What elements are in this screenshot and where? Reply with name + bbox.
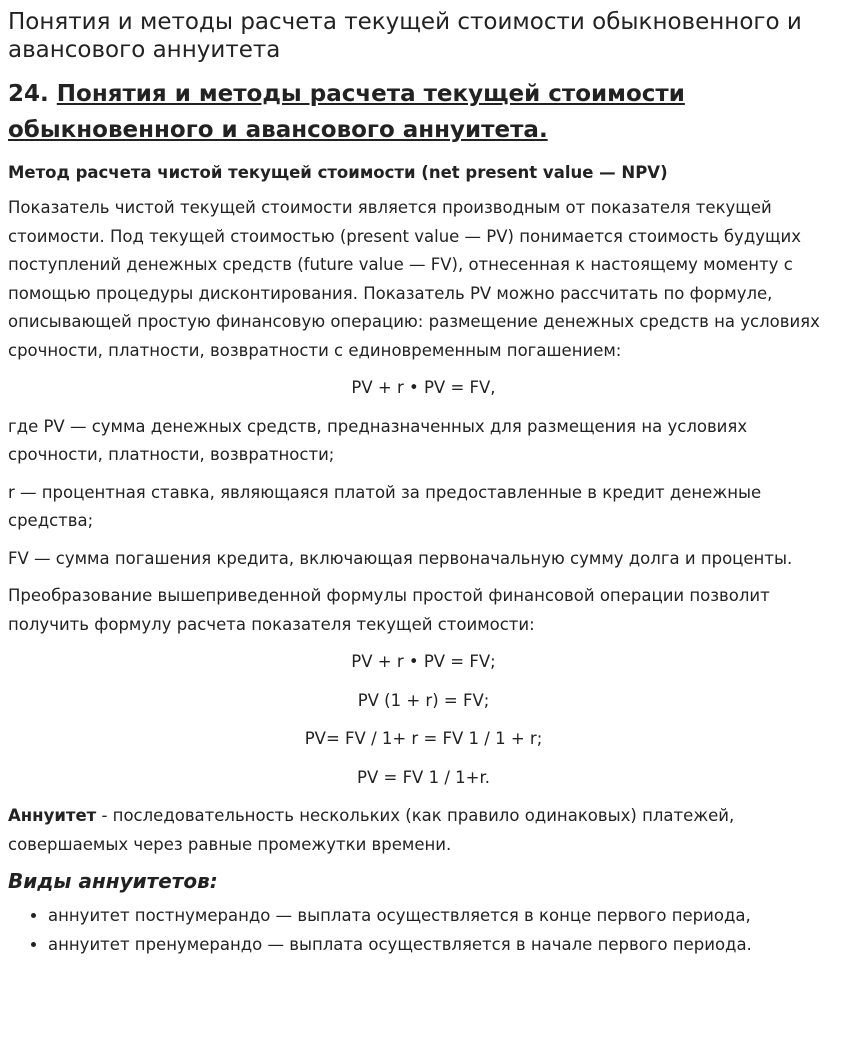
list-item: • аннуитет постнумерандо — выплата осуществляется в конце первого периода,: [48, 902, 839, 931]
page-title: Понятия и методы расчета текущей стоимости обыкновенного и авансового аннуитета: [8, 9, 802, 63]
definition-fv: FV — сумма погашения кредита, включающая первоначальную сумму долга и проценты.: [8, 548, 793, 568]
annuity-definition: [8, 802, 839, 859]
annuity-definition-text: - последовательность нескольких (как правило одинаковых) платежей, совершаемых через равные промежутки времени.: [8, 806, 735, 854]
section-title: Понятия и методы расчета текущей стоимости обыкновенного и авансового аннуитета.: [8, 81, 685, 143]
formula-step-1: PV + r • PV = FV;: [351, 652, 496, 671]
definition-pv: где PV — сумма денежных средств, предназначенных для размещения на условиях срочности, платности, возвратности;: [8, 416, 748, 464]
intro-paragraph: Показатель чистой текущей стоимости является производным от показателя текущей стоимости. Под текущей стоимостью (present value — PV) понимается стоимость будущих поступлений денежных средств (future value — FV), отнесенная к настоящему моменту с помощью процедуры дисконтирования. Показатель PV можно рассчитать по формуле, описывающей простую финансовую операцию: размещение денежных средств на условиях срочности, платности, возвратности с единовременным погашением:: [8, 198, 820, 360]
list-item: • аннуитет пренумерандо — выплата осуществляется в начале первого периода.: [48, 931, 839, 960]
transform-paragraph: Преобразование вышеприведенной формулы простой финансовой операции позволит получить формулу расчета показателя текущей стоимости:: [8, 586, 770, 634]
formula-main: PV + r • PV = FV,: [351, 378, 496, 397]
formula-step-4: PV = FV 1 / 1+r.: [357, 767, 490, 787]
annuity-term: Аннуитет: [8, 806, 97, 825]
annuity-types-list: [8, 902, 839, 959]
formula-step-3: PV= FV / 1+ r = FV 1 / 1 + r;: [304, 729, 543, 748]
section-heading: [8, 76, 839, 148]
section-number: 24.: [8, 81, 49, 107]
npv-heading: Метод расчета чистой текущей стоимости (net present value — NPV): [8, 163, 668, 182]
definition-r: r — процентная ставка, являющаяся платой за предоставленные в кредит денежные средства;: [8, 482, 762, 530]
annuity-types-heading: Виды аннуитетов:: [8, 869, 218, 893]
formula-step-2: PV (1 + r) = FV;: [357, 690, 490, 710]
